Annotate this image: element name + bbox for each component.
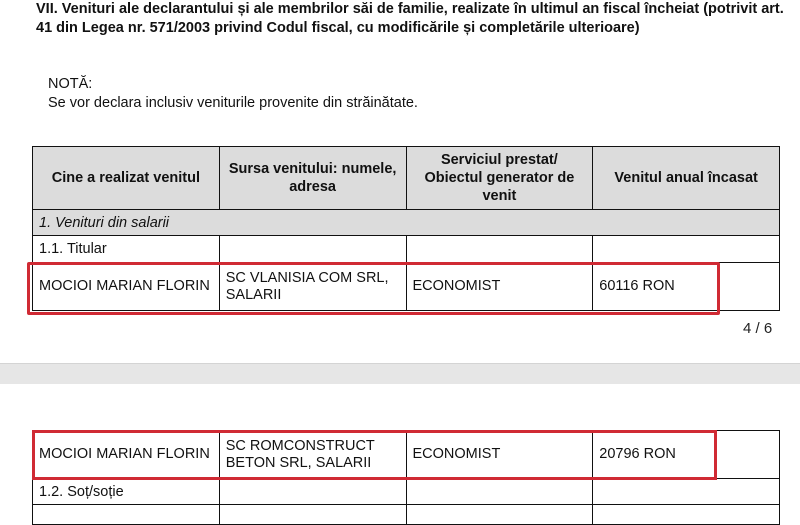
empty-cell [219, 479, 406, 505]
empty-cell [406, 479, 593, 505]
page-separator [0, 363, 800, 385]
cell-who: MOCIOI MARIAN FLORIN [33, 431, 220, 479]
cell-source: SC ROMCONSTRUCT BETON SRL, SALARII [219, 431, 406, 479]
income-table-continued [32, 430, 780, 525]
header-source: Sursa venitului: numele, adresa [219, 147, 406, 210]
header-service: Serviciul prestat/ Obiectul generator de venit [406, 147, 593, 210]
empty-cell [593, 236, 780, 263]
cell-income: 60116 RON [593, 263, 780, 311]
note-text: Se vor declara inclusiv veniturile provenite din străinătate. [48, 95, 418, 111]
section-label: 1. Venituri din salarii [33, 210, 780, 236]
page-number: 4 / 6 [743, 320, 773, 337]
table-header-row [33, 147, 780, 210]
income-table [32, 146, 780, 311]
header-who: Cine a realizat venitul [33, 147, 220, 210]
table-row [33, 263, 780, 311]
table-row [33, 431, 780, 479]
section-row-salaries [33, 210, 780, 236]
header-income: Venitul anual încasat [593, 147, 780, 210]
empty-cell [406, 236, 593, 263]
document-page-5 [0, 384, 800, 515]
cell-service: ECONOMIST [406, 263, 593, 311]
cell-source: SC VLANISIA COM SRL, SALARII [219, 263, 406, 311]
subsection-label: 1.2. Soț/soție [33, 479, 220, 505]
subsection-row-spouse [33, 479, 780, 505]
subsection-label: 1.1. Titular [33, 236, 220, 263]
empty-cell [593, 479, 780, 505]
cell-who: MOCIOI MARIAN FLORIN [33, 263, 220, 311]
empty-cell [219, 236, 406, 263]
cell-income: 20796 RON [593, 431, 780, 479]
cell-service: ECONOMIST [406, 431, 593, 479]
note-label: NOTĂ: [48, 76, 93, 92]
subsection-row-titular [33, 236, 780, 263]
section-title: VII. Venituri ale declarantului și ale membrilor săi de familie, realizate în ultimul an fiscal încheiat (potrivit art. 41 din Legea nr. 571/2003 privind Codul fiscal, cu modificările și completările ulterioare) [36, 1, 784, 36]
